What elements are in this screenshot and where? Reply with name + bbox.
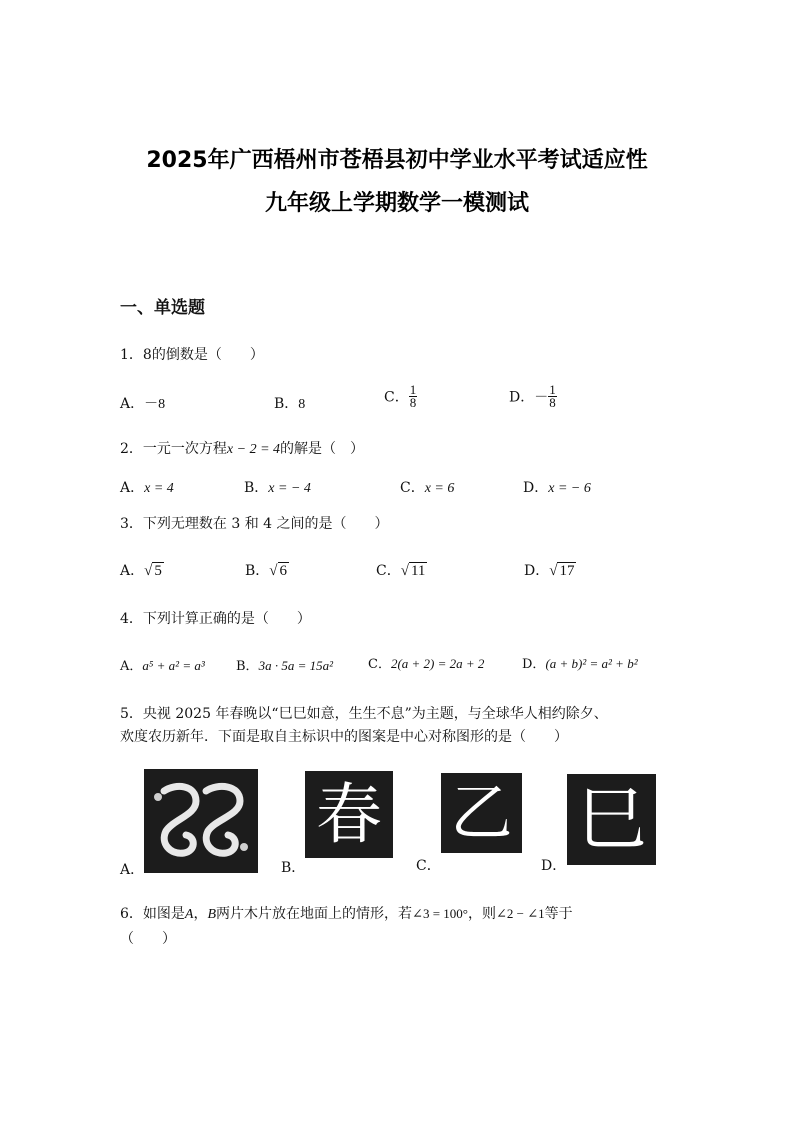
question-4-option-d: D．(a + b)² = a² + b²	[522, 656, 638, 672]
question-6-stem-line2: （ ）	[120, 931, 176, 947]
question-5-option-c-label: C．	[416, 858, 441, 874]
question-3-option-b: B．√ 6	[245, 563, 288, 579]
question-1-option-b: B．8	[274, 396, 306, 412]
section-heading: 一、单选题	[120, 298, 205, 318]
question-4-option-a: A．a⁵ + a² = a³	[120, 658, 205, 674]
question-1-option-c: C． $\frac{1}{8}$	[384, 382, 417, 410]
character-yi-icon: 乙	[441, 773, 522, 853]
document-title-line2: 九年级上学期数学一模测试	[264, 191, 529, 216]
ruyi-pattern-icon	[144, 769, 258, 873]
question-6-stem-line1: 6．如图是A，B两片木片放在地面上的情形，若∠3 = 100°，则∠2 − ∠1等于	[120, 906, 573, 922]
question-5-option-a-label: A．	[120, 862, 145, 878]
question-1-option-d: D．－ $\frac{1}{8}$	[509, 382, 556, 410]
question-1-option-a: A．－8	[120, 396, 166, 412]
question-3-option-a: A．√ 5	[120, 563, 162, 579]
question-3-option-c: C．√ 11	[376, 563, 426, 579]
question-3-stem: 3．下列无理数在 3 和 4 之间的是（ ）	[120, 516, 389, 532]
character-chun-icon: 春	[305, 771, 393, 858]
question-1-stem: 1．8的倒数是（ ）	[120, 347, 264, 363]
document-title-line1: 2025年广西梧州市苍梧县初中学业水平考试适应性	[146, 148, 648, 173]
question-4-stem: 4．下列计算正确的是（ ）	[120, 611, 311, 627]
question-5-option-d-label: D．	[541, 858, 567, 874]
question-2-option-c: C．x = 6	[400, 480, 455, 496]
question-2-stem: 2．一元一次方程x − 2 = 4的解是（ ）	[120, 441, 365, 457]
question-4-option-c: C．2(a + 2) = 2a + 2	[368, 656, 485, 672]
question-5-stem-line2: 欢度农历新年．下面是取自主标识中的图案是中心对称图形的是（ ）	[120, 729, 568, 745]
question-3-option-d: D．√ 17	[524, 563, 575, 579]
question-2-option-d: D．x = − 6	[523, 480, 591, 496]
question-5-option-b-label: B．	[281, 860, 306, 876]
question-5-stem-line1: 5．央视 2025 年春晚以“巳巳如意，生生不息”为主题，与全球华人相约除夕、	[120, 706, 608, 722]
character-si-icon: 巳	[567, 774, 656, 865]
question-4-option-b: B．3a · 5a = 15a²	[236, 658, 333, 674]
question-2-option-a: A．x = 4	[120, 480, 174, 496]
question-2-option-b: B．x = − 4	[244, 480, 311, 496]
